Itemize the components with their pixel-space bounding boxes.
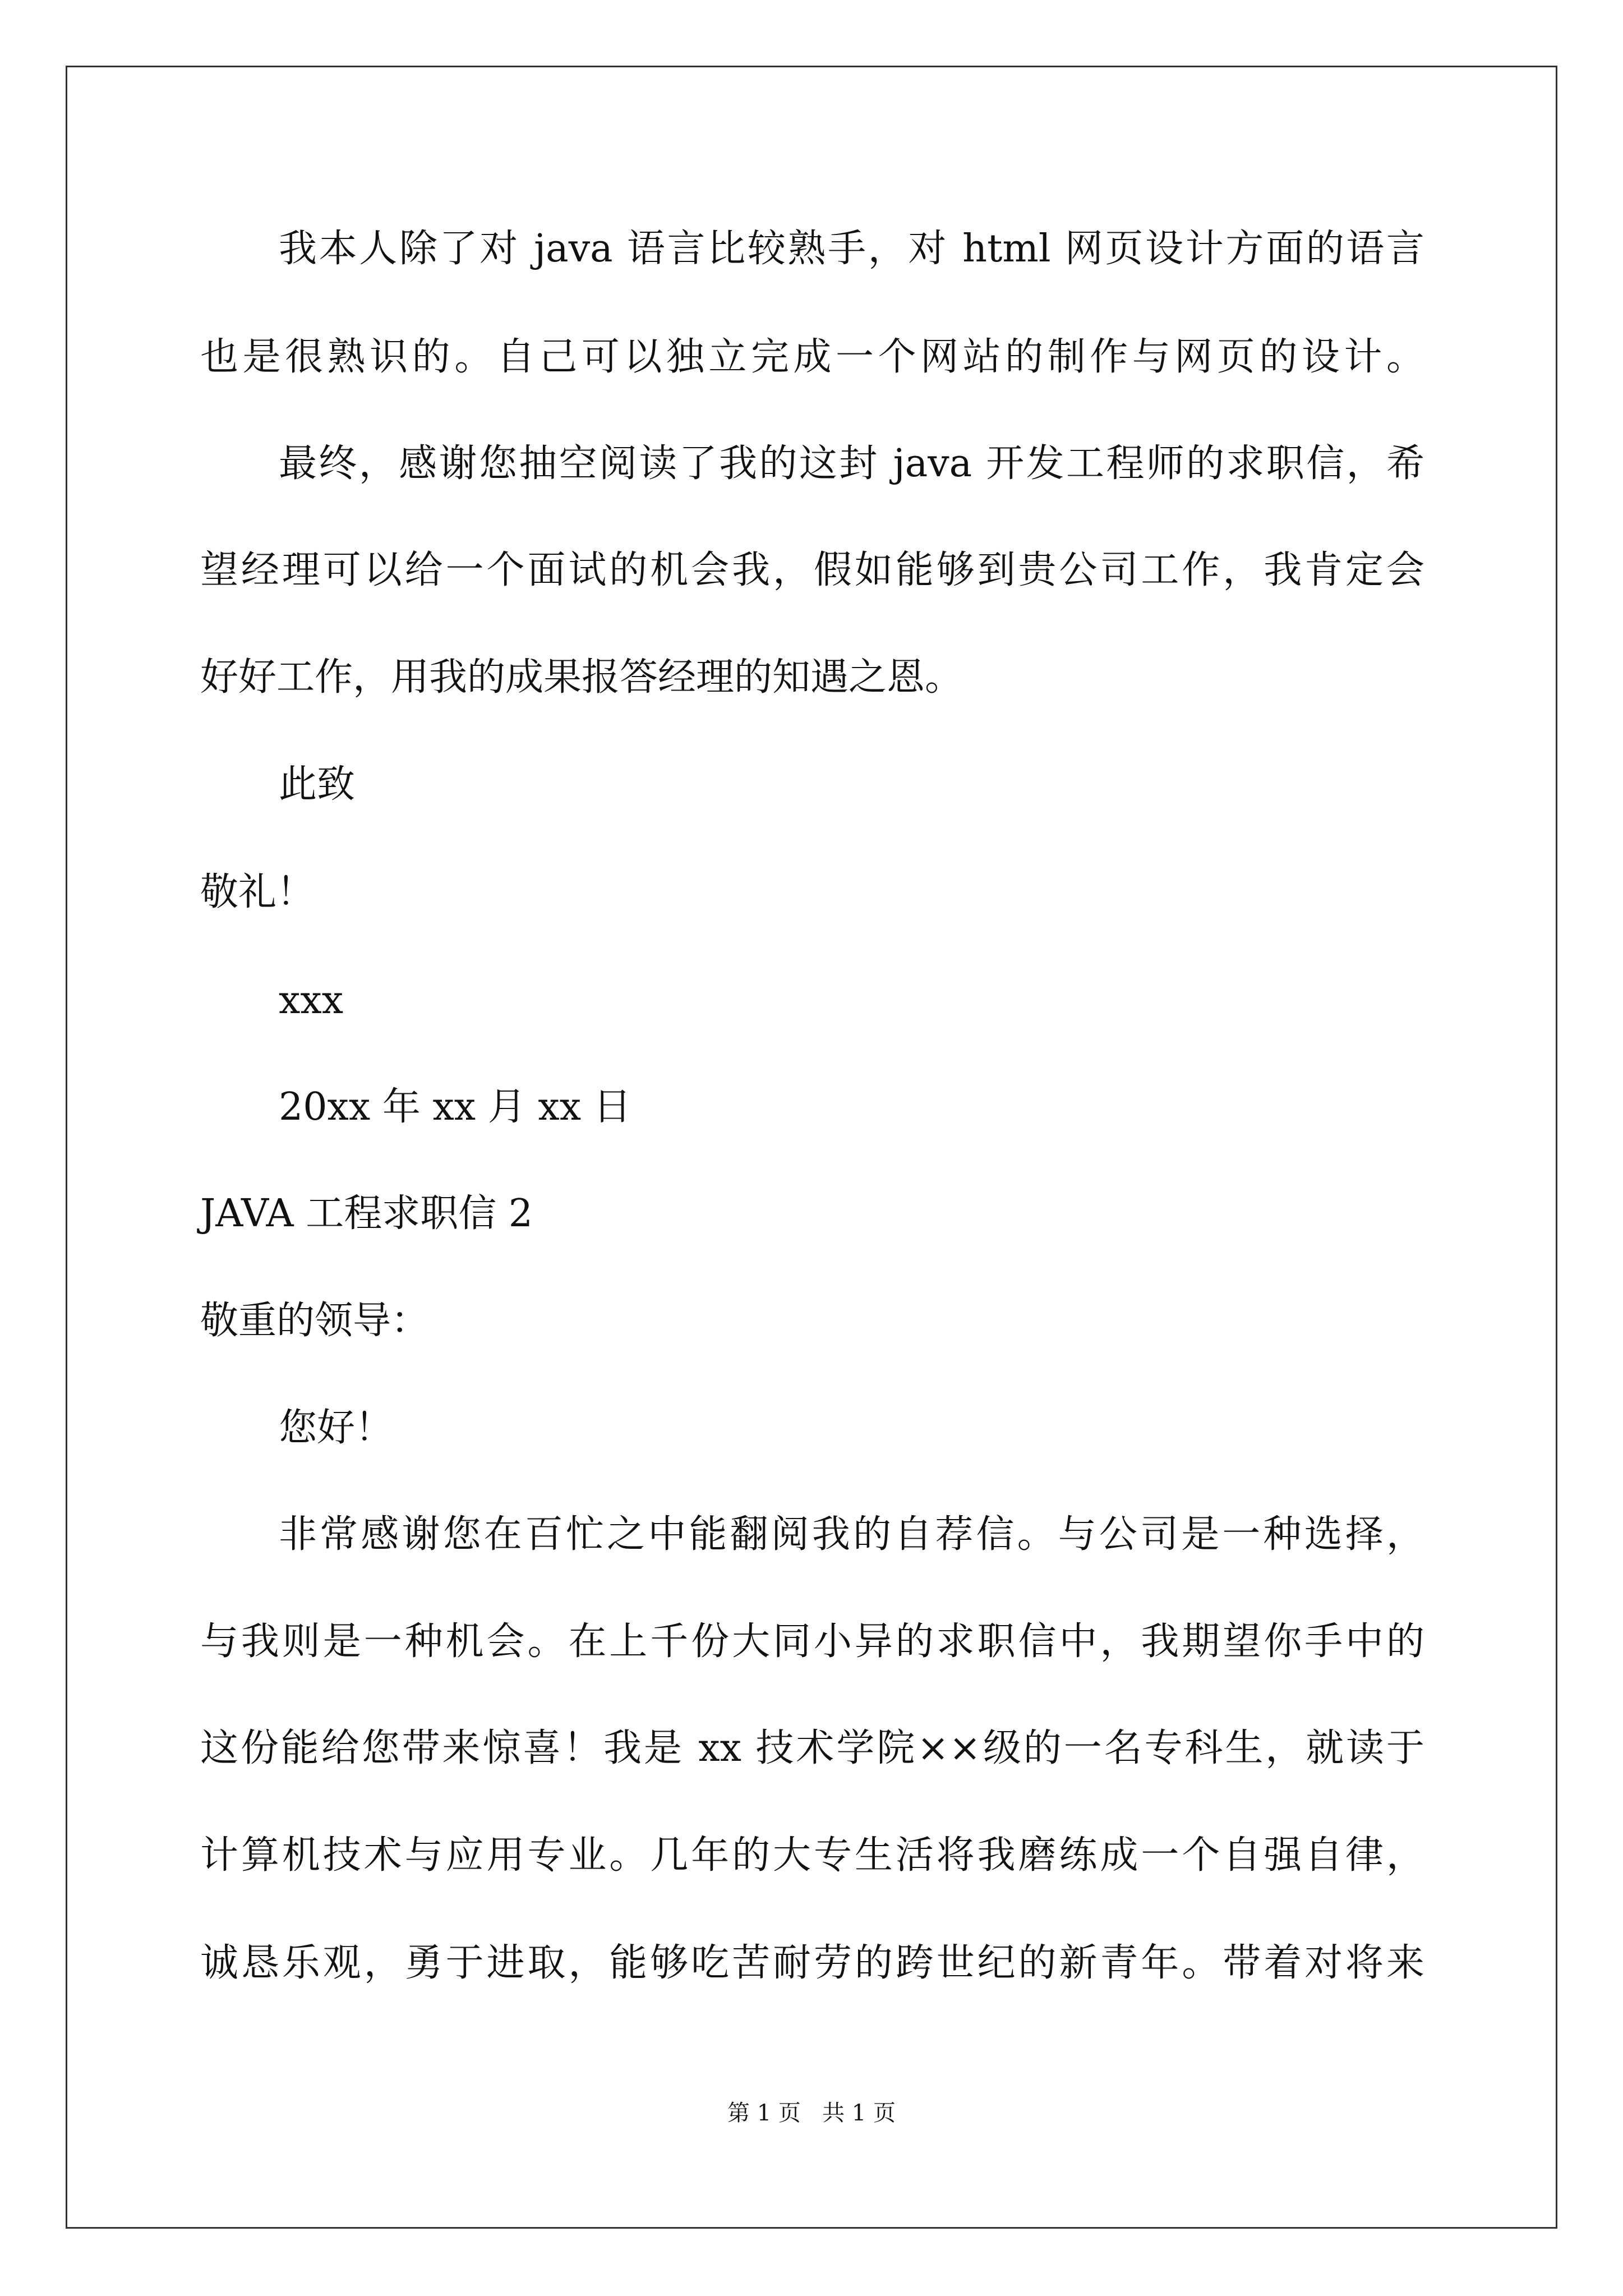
greeting: 您好！ <box>279 1406 394 1450</box>
paragraph-line: 望经理可以给一个面试的机会我，假如能够到贵公司工作，我肯定会 <box>200 548 1424 592</box>
paragraph-line: 与我则是一种机会。在上千份大同小异的求职信中，我期望你手中的 <box>200 1619 1424 1664</box>
section-title: JAVA 工程求职信 2 <box>200 1191 533 1236</box>
paragraph-line: 计算机技术与应用专业。几年的大专生活将我磨练成一个自强自律， <box>200 1833 1424 1878</box>
closing-regards: 敬礼！ <box>200 870 315 914</box>
paragraph-line: 非常感谢您在百忙之中能翻阅我的自荐信。与公司是一种选择， <box>279 1512 1424 1557</box>
page-number-footer: 第 1 页 共 1 页 <box>727 2100 896 2126</box>
paragraph-line: 也是很熟识的。自己可以独立完成一个网站的制作与网页的设计。 <box>200 335 1424 379</box>
paragraph-line: 好好工作，用我的成果报答经理的知遇之恩。 <box>200 655 963 700</box>
signature-name: xxx <box>279 978 344 1023</box>
paragraph-line: 我本人除了对 java 语言比较熟手，对 html 网页设计方面的语言 <box>279 227 1424 271</box>
paragraph-line: 诚恳乐观，勇于进取，能够吃苦耐劳的跨世纪的新青年。带着对将来 <box>200 1941 1424 1985</box>
paragraph-line: 最终，感谢您抽空阅读了我的这封 java 开发工程师的求职信，希 <box>279 441 1424 486</box>
page-frame <box>66 66 1557 2229</box>
greeting-recipient: 敬重的领导： <box>200 1299 430 1343</box>
signature-date: 20xx 年 xx 月 xx 日 <box>279 1085 631 1129</box>
paragraph-line: 这份能给您带来惊喜！我是 xx 技术学院××级的一名专科生，就读于 <box>200 1726 1424 1770</box>
closing-salutation: 此致 <box>279 762 356 807</box>
